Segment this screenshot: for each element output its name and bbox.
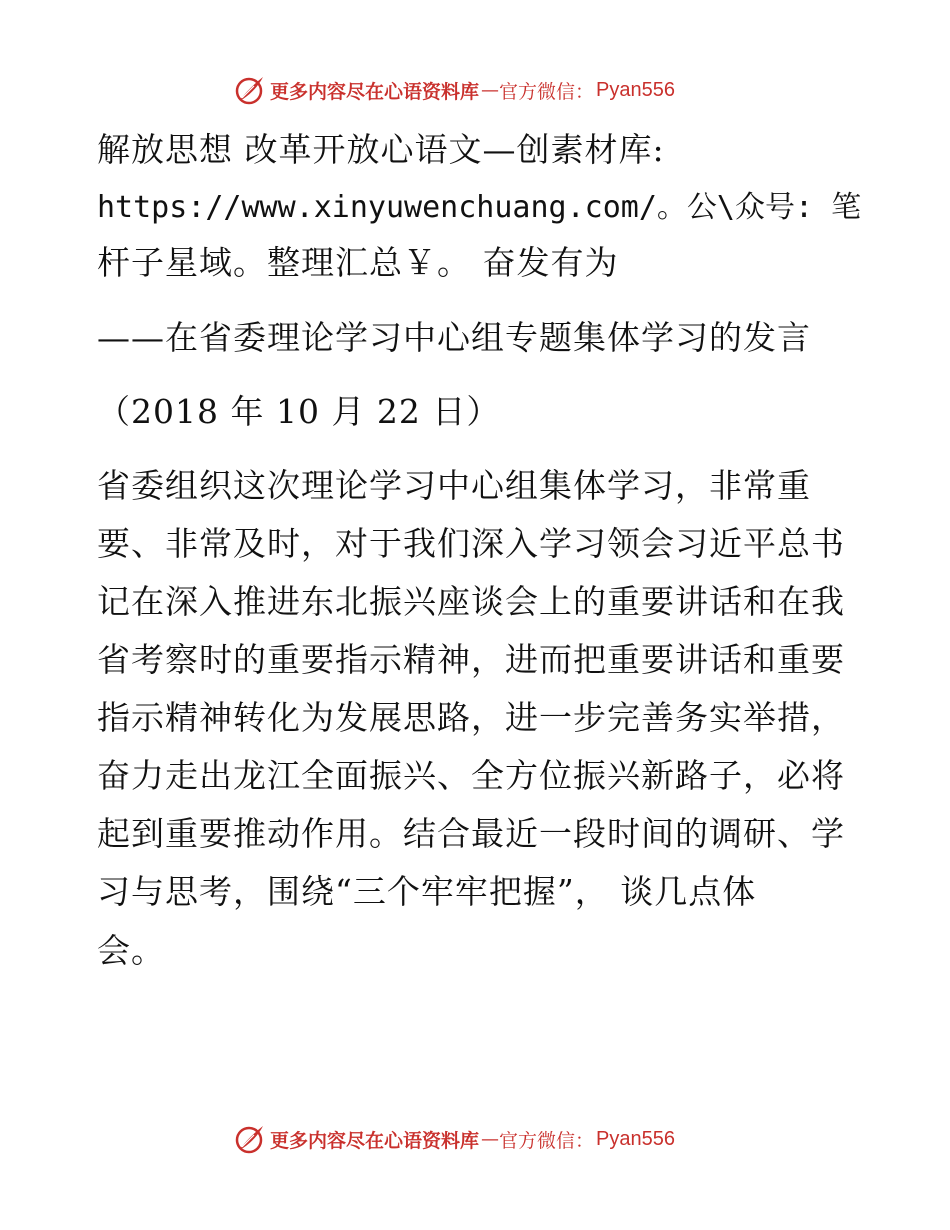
watermark-top — [234, 72, 675, 108]
body-line: 记在深入推进东北振兴座谈会上的重要讲话和在我 — [97, 582, 845, 621]
watermark-wechat-label: 官方微信： — [499, 80, 595, 103]
body-line: 习与思考，围绕“三个牢牢把握”， 谈几点体 — [97, 872, 757, 911]
header-line-2 — [97, 186, 861, 228]
watermark-wechat-id: Pyan556 — [596, 78, 675, 101]
quill-logo-icon — [234, 1123, 266, 1155]
body-line: 起到重要推动作用。结合最近一段时间的调研、学 — [97, 814, 845, 853]
body-line: 省考察时的重要指示精神，进而把重要讲话和重要 — [97, 640, 845, 679]
watermark-brand: 更多内容尽在心语资料库 — [270, 1129, 480, 1152]
watermark-dash: — — [481, 1128, 500, 1150]
watermark-wechat-id: Pyan556 — [596, 1127, 675, 1150]
speech-subtitle: ——在省委理论学习中心组专题集体学习的发言 — [97, 318, 811, 357]
body-line: 要、非常及时，对于我们深入学习领会习近平总书 — [97, 524, 845, 563]
header-line-1: 解放思想 改革开放心语文—创素材库: — [97, 130, 665, 169]
speech-date: （2018 年 10 月 22 日） — [97, 392, 501, 431]
watermark-dash: — — [481, 79, 500, 101]
body-line: 省委组织这次理论学习中心组集体学习，非常重 — [97, 466, 811, 505]
body-line: 指示精神转化为发展思路，进一步完善务实举措， — [97, 698, 845, 737]
header-line-3: 杆子星域。整理汇总￥。 奋发有为 — [97, 243, 619, 282]
header-line-2-text: https://www.xinyuwenchuang.com/。公\众号: 笔 — [97, 190, 862, 225]
body-line: 奋力走出龙江全面振兴、全方位振兴新路子，必将 — [97, 756, 845, 795]
quill-logo-icon — [234, 74, 266, 106]
body-line: 会。 — [97, 931, 165, 970]
watermark-bottom — [234, 1121, 675, 1157]
watermark-brand: 更多内容尽在心语资料库 — [270, 80, 480, 103]
watermark-wechat-label: 官方微信： — [499, 1129, 595, 1152]
